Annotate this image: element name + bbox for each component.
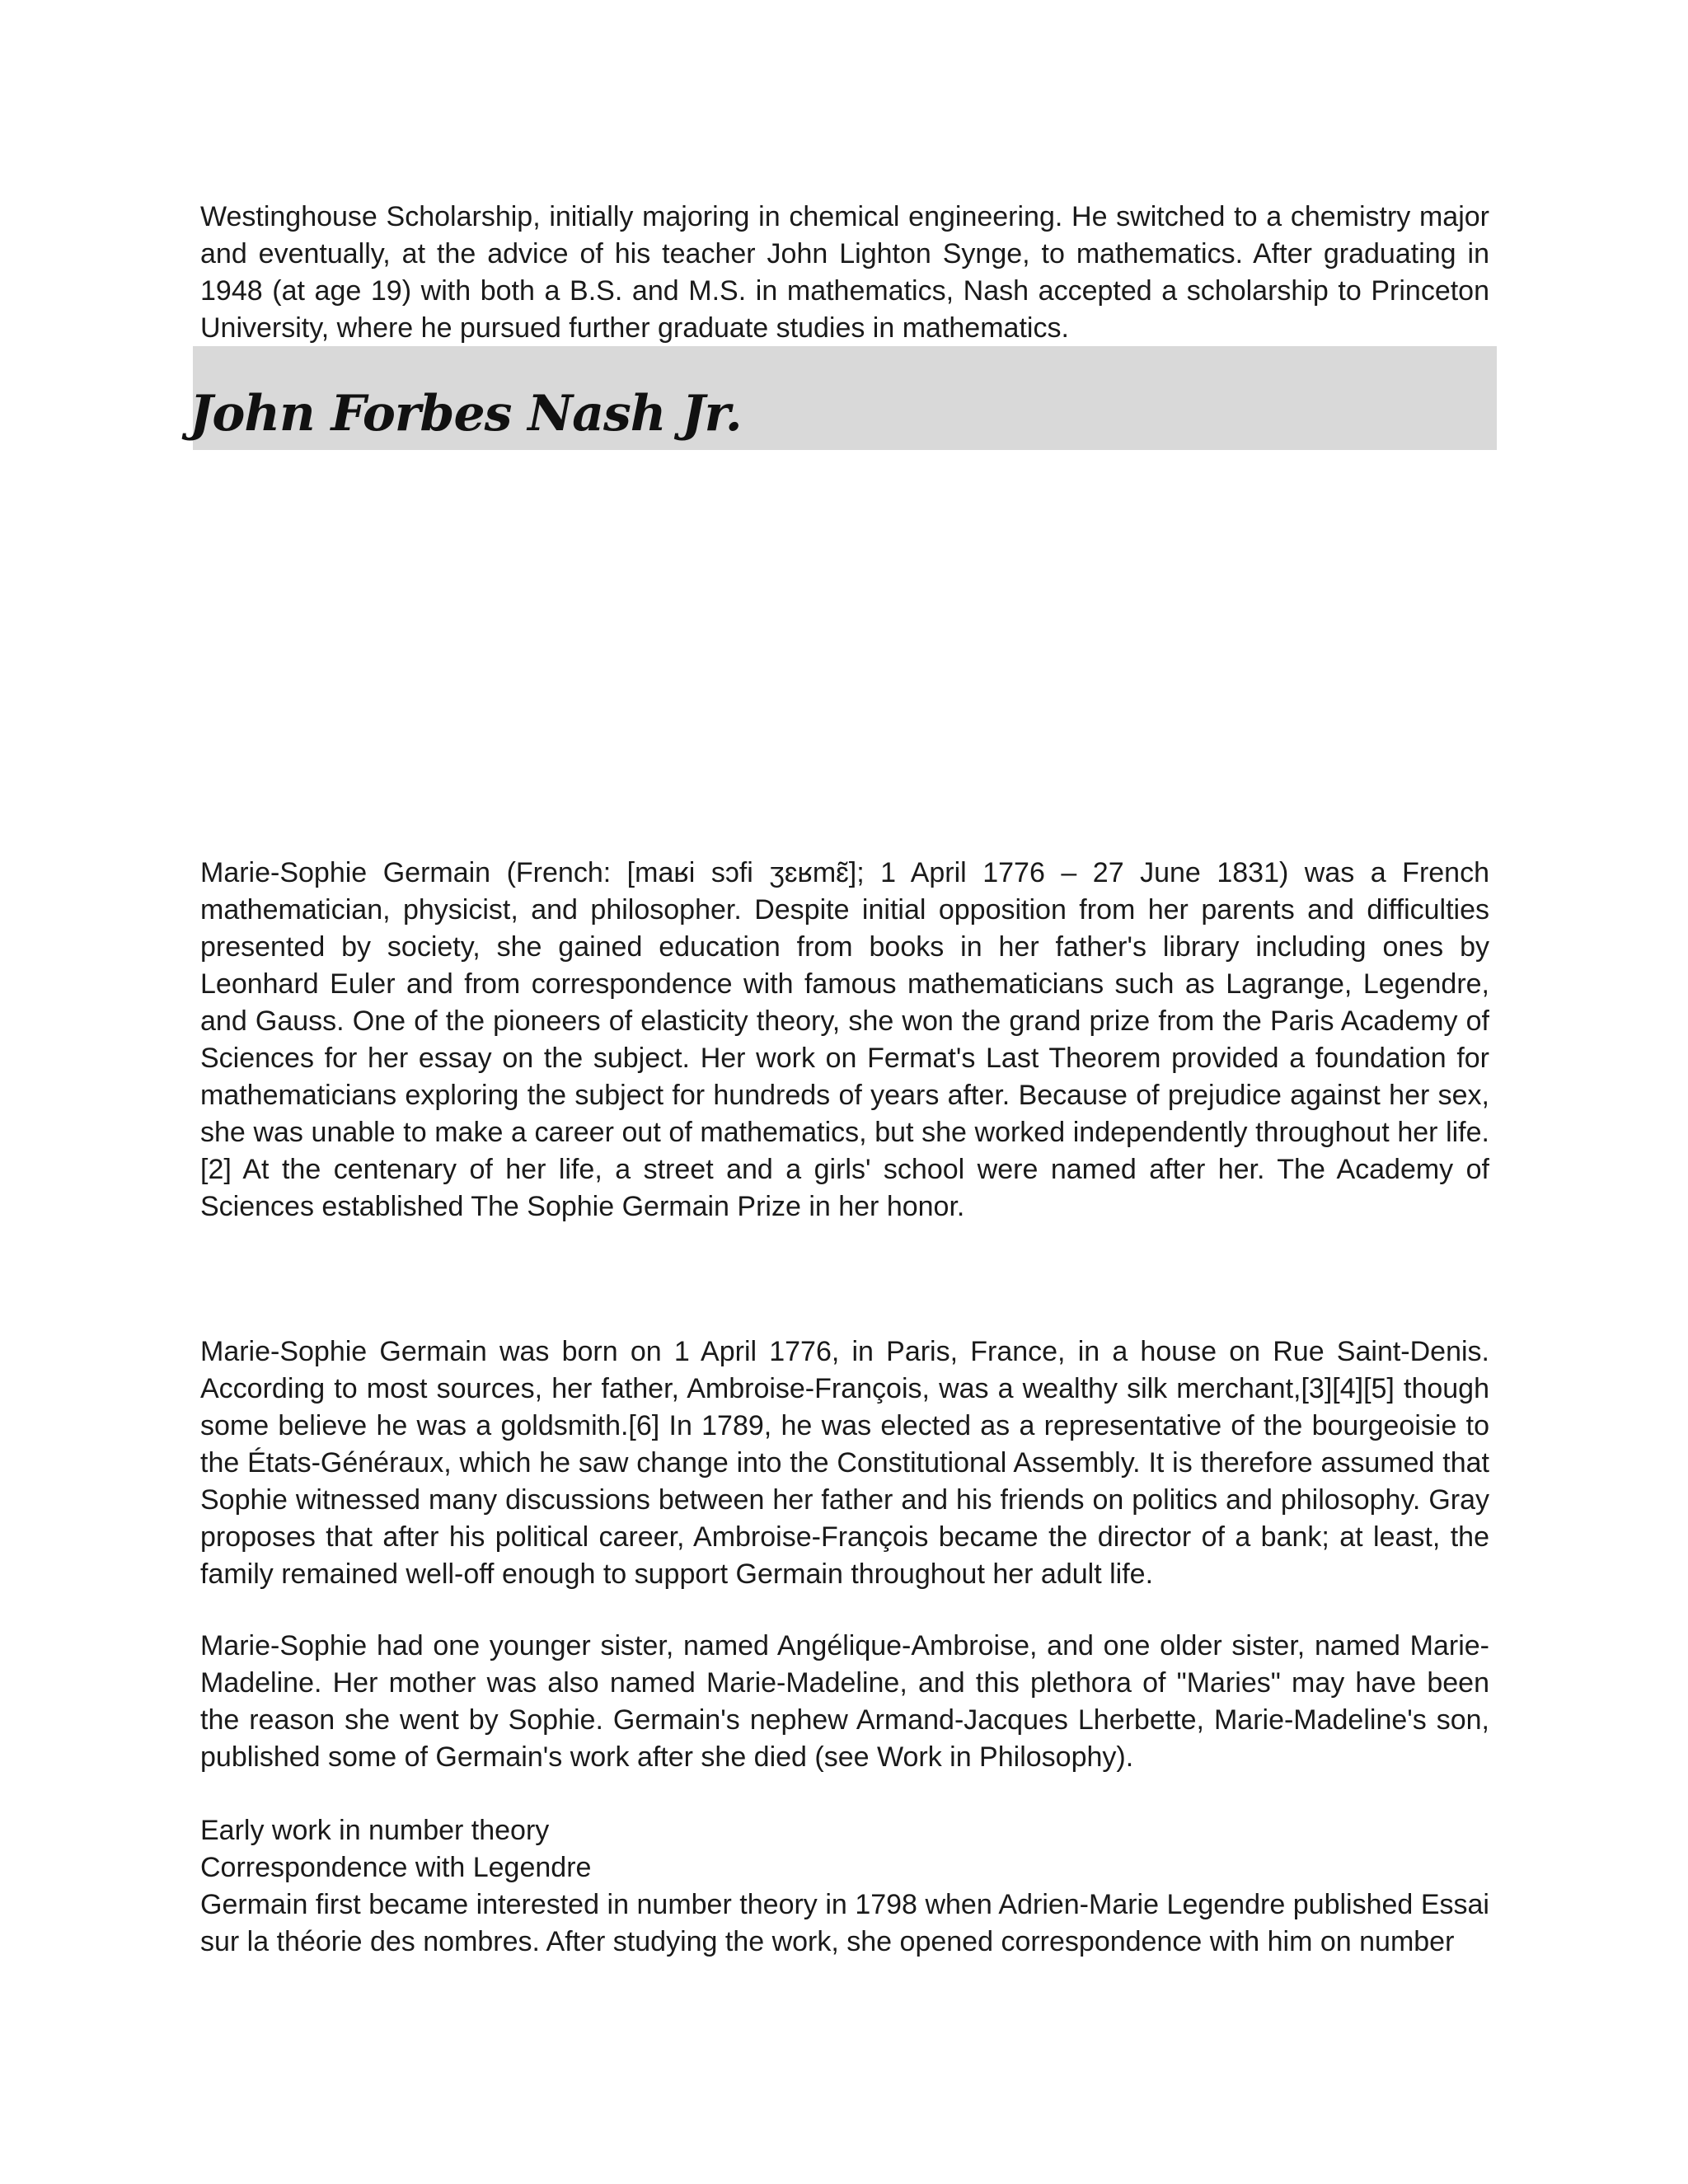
- subheading-early-work: Early work in number theory: [200, 1815, 550, 1846]
- section-heading: John Forbes Nash Jr.: [190, 385, 742, 443]
- paragraph-germain-intro: Marie-Sophie Germain (French: [maʁi sɔfi ʒɛʁmɛ̃]; 1 April 1776 – 27 June 1831) was a French mathematician, physicist, and philosopher. Despite initial opposition from her parents and difficulties presented by society, she gained education from books in her father's library including ones by Leonhard Euler and from correspondence with famous mathematicians such as Lagrange, Legendre, and Gauss. One of the pioneers of elasticity theory, she won the grand prize from the Paris Academy of Sciences for her essay on the subject. Her work on Fermat's Last Theorem provided a foundation for mathematicians exploring the subject for hundreds of years after. Because of prejudice against her sex, she was unable to make a career out of mathematics, but she worked independently throughout her life.[2] At the centenary of her life, a street and a girls' school were named after her. The Academy of Sciences established The Sophie Germain Prize in her honor.: [200, 857, 1489, 1222]
- paragraph-number-theory: Germain first became interested in number theory in 1798 when Adrien-Marie Legendre published Essai sur la théorie des nombres. After studying the work, she opened correspondence with him on number: [200, 1889, 1489, 1957]
- paragraph-nash-education: Westinghouse Scholarship, initially majoring in chemical engineering. He switched to a chemistry major and eventually, at the advice of his teacher John Lighton Synge, to mathematics. After graduating in 1948 (at age 19) with both a B.S. and M.S. in mathematics, Nash accepted a scholarship to Princeton University, where he pursued further graduate studies in mathematics.: [200, 201, 1489, 344]
- paragraph-germain-family: Marie-Sophie had one younger sister, named Angélique-Ambroise, and one older sister, named Marie-Madeline. Her mother was also named Marie-Madeline, and this plethora of "Maries" may have been the reason she went by Sophie. Germain's nephew Armand-Jacques Lherbette, Marie-Madeline's son, published some of Germain's work after she died (see Work in Philosophy).: [200, 1630, 1489, 1773]
- subheading-correspondence: Correspondence with Legendre: [200, 1852, 592, 1883]
- paragraph-germain-birth: Marie-Sophie Germain was born on 1 April 1776, in Paris, France, in a house on Rue Saint-Denis. According to most sources, her father, Ambroise-François, was a wealthy silk merchant,[3][4][5] though some believe he was a goldsmith.[6] In 1789, he was elected as a representative of the bourgeoisie to the États-Généraux, which he saw change into the Constitutional Assembly. It is therefore assumed that Sophie witnessed many discussions between her father and his friends on politics and philosophy. Gray proposes that after his political career, Ambroise-François became the director of a bank; at least, the family remained well-off enough to support Germain throughout her adult life.: [200, 1336, 1489, 1590]
